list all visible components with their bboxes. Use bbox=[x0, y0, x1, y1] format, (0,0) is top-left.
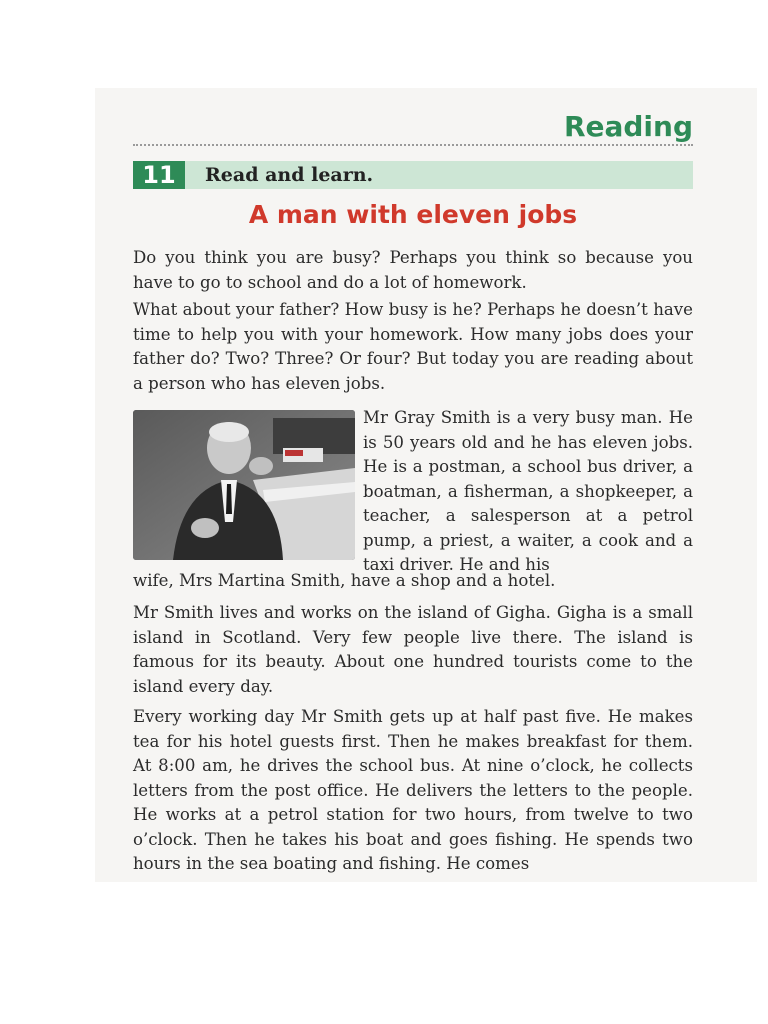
photo-of-man-image bbox=[133, 410, 355, 560]
paragraph-3: Mr Gray Smith is a very busy man. He is 50 years old and he has eleven jobs. He is a postman, a school bus driver, a boatman, a fisherman, a shopkeeper, a teacher, a salesperson at a petrol pump, a priest, a waiter, a cook and a taxi driver. He and his bbox=[363, 408, 693, 574]
paragraph-2: What about your father? How busy is he? Perhaps he doesn’t have time to help you with your homework. How many jobs does your father do? Two? Three? Or four? But today you are reading about a person who has eleven jobs. bbox=[133, 300, 693, 393]
story-title: A man with eleven jobs bbox=[248, 200, 578, 229]
textbook-page bbox=[95, 88, 757, 882]
exercise-number: 11 bbox=[133, 161, 185, 189]
paragraph-3-continued: wife, Mrs Martina Smith, have a shop and a hotel. bbox=[133, 571, 556, 590]
dotted-divider bbox=[133, 144, 693, 146]
section-title: Reading bbox=[563, 110, 693, 143]
exercise-header bbox=[133, 161, 693, 189]
paragraph-4: Mr Smith lives and works on the island of Gigha. Gigha is a small island in Scotland. Very few people live there. The island is famous for its beauty. About one hundred tourists come to the island every day. bbox=[133, 603, 693, 696]
exercise-instruction: Read and learn. bbox=[205, 164, 374, 186]
photo-illustration bbox=[133, 410, 355, 560]
paragraph-1: Do you think you are busy? Perhaps you think so because you have to go to school and do a lot of homework. bbox=[133, 248, 693, 292]
paragraph-5: Every working day Mr Smith gets up at half past five. He makes tea for his hotel guests first. Then he makes breakfast for them. At 8:00 am, he drives the school bus. At nine o’clock, he collects letters from the post office. He delivers the letters to the people. He works at a petrol station for two hours, from twelve to two o’clock. Then he takes his boat and goes fishing. He spends two hours in the sea boating and fishing. He comes bbox=[133, 707, 693, 873]
